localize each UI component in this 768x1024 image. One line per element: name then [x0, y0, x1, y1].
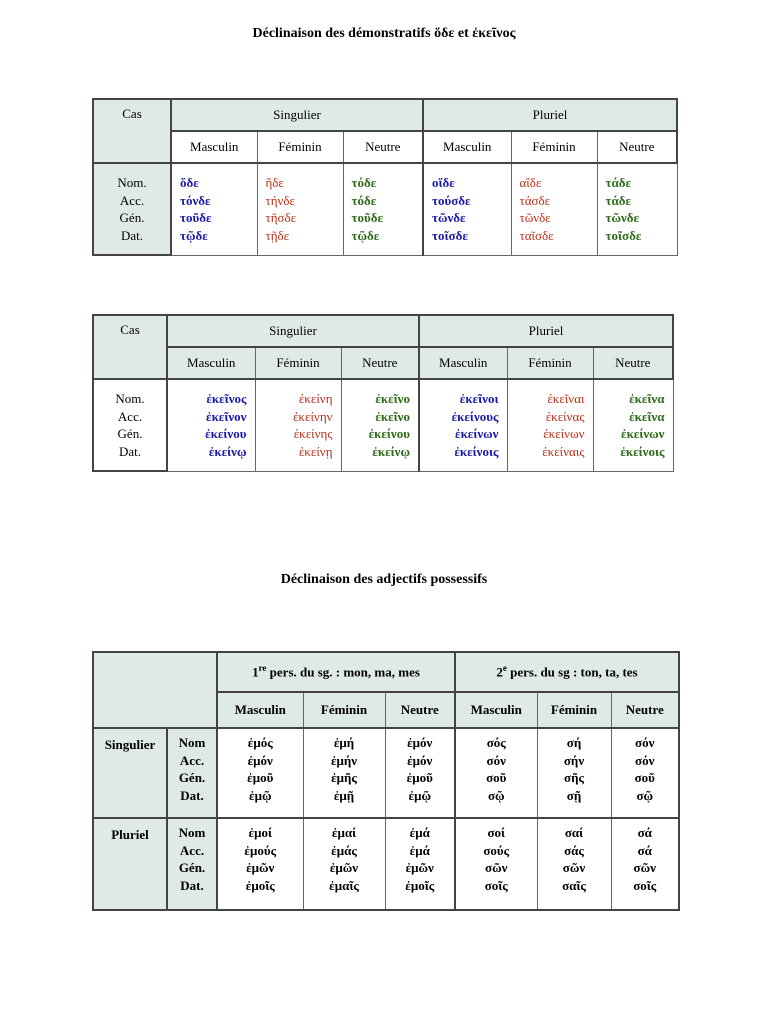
case-label: Nom.	[115, 391, 145, 406]
case-label: Dat.	[180, 787, 204, 803]
forms-cell	[171, 163, 257, 255]
case-label: Acc.	[119, 192, 145, 208]
form: ἐμήν	[330, 752, 358, 768]
person-label: pers. du sg. : mon, ma, mes	[266, 664, 420, 680]
gender-header: Féminin	[507, 347, 593, 379]
case-labels	[167, 818, 217, 910]
form: σαῖς	[562, 877, 586, 893]
gender-header: Masculin	[455, 692, 537, 728]
case-label: Dat.	[180, 877, 204, 893]
gender-header: Masculin	[167, 347, 255, 379]
gender-header: Féminin	[257, 131, 343, 163]
form: τῇδε	[265, 227, 290, 243]
forms-cell	[343, 163, 423, 255]
gender-header: Neutre	[385, 692, 455, 728]
gender-header: Neutre	[597, 131, 677, 163]
gender-header: Masculin	[171, 131, 257, 163]
form: σάς	[564, 842, 584, 858]
form: ἐμαί	[331, 825, 357, 840]
forms-cell	[303, 818, 385, 910]
form: αἵδε	[519, 175, 542, 191]
form: ἐμούς	[244, 842, 277, 858]
form: σαί	[564, 825, 584, 840]
form: σόν	[635, 735, 655, 750]
form: τῆσδε	[265, 210, 297, 226]
cas-header: Cas	[93, 315, 167, 379]
forms-cell	[217, 818, 303, 910]
form: ἐμά	[409, 842, 430, 858]
form: ἐμῆς	[331, 770, 357, 785]
form: σά	[637, 842, 652, 858]
form: ἐμά	[409, 825, 430, 840]
forms-cell	[611, 818, 679, 910]
form: οἵδε	[432, 175, 455, 191]
forms-cell	[455, 728, 537, 818]
form: ἐκεῖνα	[629, 391, 665, 407]
gender-header: Féminin	[511, 131, 597, 163]
form: ἐκείνη	[298, 391, 333, 407]
form: σή	[566, 735, 582, 750]
form: ἐκείνου	[368, 426, 410, 442]
form: σῷ	[487, 787, 505, 803]
case-label: Nom	[178, 735, 206, 750]
form: ἐμοί	[248, 825, 272, 840]
form: σούς	[483, 842, 510, 858]
case-label: Dat.	[118, 443, 142, 459]
singulier-header: Singulier	[171, 99, 423, 131]
form: τήνδε	[265, 192, 295, 208]
gender-header: Masculin	[423, 131, 511, 163]
case-label: Dat.	[120, 227, 144, 243]
case-label: Gén.	[119, 210, 145, 225]
gender-header: Féminin	[303, 692, 385, 728]
possessive-table	[92, 651, 680, 911]
pluriel-header: Pluriel	[423, 99, 677, 131]
form: ἐμοῦ	[247, 770, 274, 785]
form: ἐκείνῳ	[372, 443, 410, 459]
form: ἐμοῖς	[245, 877, 275, 893]
form: ταῖσδε	[519, 227, 554, 243]
person-ordinal: re	[258, 663, 267, 674]
forms-cell	[303, 728, 385, 818]
form: σά	[637, 825, 652, 840]
section-title: Déclinaison des adjectifs possessifs	[280, 572, 488, 587]
case-label: Gén.	[178, 770, 206, 785]
case-label: Nom	[178, 825, 206, 840]
form: ἐμῶν	[329, 860, 359, 875]
cas-header: Cas	[93, 99, 171, 163]
forms-cell	[507, 379, 593, 471]
form: τάσδε	[519, 192, 551, 208]
form: ἐκείναις	[542, 443, 585, 459]
form: τάδε	[605, 192, 632, 208]
case-label: Gén.	[178, 860, 206, 875]
person-number: 2	[496, 664, 503, 680]
person-label: pers. du sg : ton, ta, tes	[506, 664, 638, 680]
forms-cell	[341, 379, 419, 471]
form: ἐμόν	[407, 735, 433, 750]
form: ἐκείνου	[205, 426, 247, 442]
form: σόν	[635, 752, 655, 768]
form: τόνδε	[180, 192, 211, 208]
form: σῶν	[633, 860, 656, 875]
form: ἐκεῖνο	[375, 391, 410, 407]
case-labels	[93, 163, 171, 255]
form: τάδε	[605, 175, 632, 191]
corner-cell	[93, 652, 217, 728]
form: σοῦ	[634, 770, 655, 785]
forms-cell	[611, 728, 679, 818]
form: ἐκεῖνον	[206, 408, 247, 424]
form: ἐκεῖναι	[547, 391, 585, 407]
form: σοῖς	[484, 877, 508, 893]
forms-cell	[537, 818, 611, 910]
form: τοῦδε	[180, 210, 212, 226]
person-number: 1	[252, 664, 259, 680]
forms-cell	[455, 818, 537, 910]
form: ἐκεῖνος	[206, 391, 247, 407]
demonstrative-hode-table	[92, 98, 678, 256]
form: ἐμαῖς	[329, 877, 359, 893]
gender-header: Neutre	[611, 692, 679, 728]
case-labels	[167, 728, 217, 818]
forms-cell	[217, 728, 303, 818]
form: τοῖσδε	[605, 227, 642, 243]
form: τόδε	[351, 175, 377, 191]
form: τῶνδε	[519, 210, 551, 226]
form: ἐμή	[333, 735, 355, 750]
forms-cell	[419, 379, 507, 471]
forms-cell	[423, 163, 511, 255]
form: τῷδε	[351, 227, 380, 243]
form: ἐμόν	[407, 752, 433, 768]
form: τόδε	[351, 192, 377, 208]
form: σοί	[487, 825, 506, 840]
form: ἐμόν	[247, 752, 273, 768]
case-label: Nom.	[117, 175, 147, 190]
form: ἐκείνους	[451, 408, 499, 424]
form: ἐκείνων	[543, 426, 585, 442]
form: ἐμοῖς	[405, 877, 435, 893]
form: σῆς	[564, 770, 584, 785]
forms-cell	[385, 728, 455, 818]
form: ἐκεῖνοι	[459, 391, 499, 407]
form: ἐμῷ	[249, 787, 272, 803]
case-labels	[93, 379, 167, 471]
form: ἐκείνας	[545, 408, 585, 424]
form: σῇ	[566, 787, 582, 803]
form: σόν	[486, 752, 506, 768]
forms-cell	[385, 818, 455, 910]
form: ἐκείνην	[292, 408, 333, 424]
forms-cell	[537, 728, 611, 818]
form: τούσδε	[432, 192, 471, 208]
form: τῷδε	[180, 227, 208, 243]
form: ἐκεῖνο	[375, 408, 410, 424]
form: σήν	[563, 752, 585, 768]
form: σοῦ	[486, 770, 507, 785]
pluriel-label: Pluriel	[93, 818, 167, 910]
form: ἐμῇ	[333, 787, 355, 803]
form: ἐκείνων	[621, 426, 665, 442]
forms-cell	[257, 163, 343, 255]
form: τοῦδε	[351, 210, 384, 226]
form: ἐμός	[247, 735, 273, 750]
second-person-header	[455, 652, 679, 692]
first-person-header	[217, 652, 455, 692]
form: ἐκεῖνα	[629, 408, 665, 424]
form: ὅδε	[180, 175, 199, 191]
form: ἥδε	[265, 175, 284, 191]
gender-header: Neutre	[593, 347, 673, 379]
form: ἐμῶν	[405, 860, 434, 875]
form: τῶνδε	[432, 210, 466, 226]
singulier-header: Singulier	[167, 315, 419, 347]
form: σῶν	[485, 860, 508, 875]
form: τοῖσδε	[432, 227, 468, 243]
forms-cell	[167, 379, 255, 471]
demonstrative-ekeinos-table	[92, 314, 674, 472]
case-label: Acc.	[179, 752, 205, 768]
gender-header: Féminin	[537, 692, 611, 728]
form: ἐκείνοις	[454, 443, 499, 459]
form: ἐμῶν	[246, 860, 275, 875]
forms-cell	[593, 379, 673, 471]
forms-cell	[255, 379, 341, 471]
form: ἐκείνης	[293, 426, 333, 442]
form: ἐκείνῳ	[208, 443, 247, 459]
form: ἐκείνῃ	[298, 443, 333, 459]
form: σοῖς	[633, 877, 657, 893]
gender-header: Féminin	[255, 347, 341, 379]
case-label: Acc.	[117, 408, 143, 424]
form: ἐμοῦ	[406, 770, 433, 785]
form: σῷ	[636, 787, 654, 803]
gender-header: Neutre	[343, 131, 423, 163]
form: ἐκείνων	[455, 426, 499, 442]
case-label: Acc.	[179, 842, 205, 858]
forms-cell	[597, 163, 677, 255]
gender-header: Masculin	[419, 347, 507, 379]
form: σῶν	[562, 860, 586, 875]
person-ordinal: e	[502, 663, 507, 674]
form: ἐκείνοις	[620, 443, 665, 459]
gender-header: Masculin	[217, 692, 303, 728]
form: τῶνδε	[605, 210, 640, 226]
forms-cell	[511, 163, 597, 255]
pluriel-header: Pluriel	[419, 315, 673, 347]
form: ἐμάς	[331, 842, 357, 858]
gender-header: Neutre	[341, 347, 419, 379]
page-title: Déclinaison des démonstratifs ὅδε et ἐκεῖνος	[252, 26, 516, 41]
form: σός	[486, 735, 506, 750]
form: ἐμῷ	[408, 787, 431, 803]
singulier-label: Singulier	[93, 728, 167, 818]
case-label: Gén.	[117, 426, 143, 441]
